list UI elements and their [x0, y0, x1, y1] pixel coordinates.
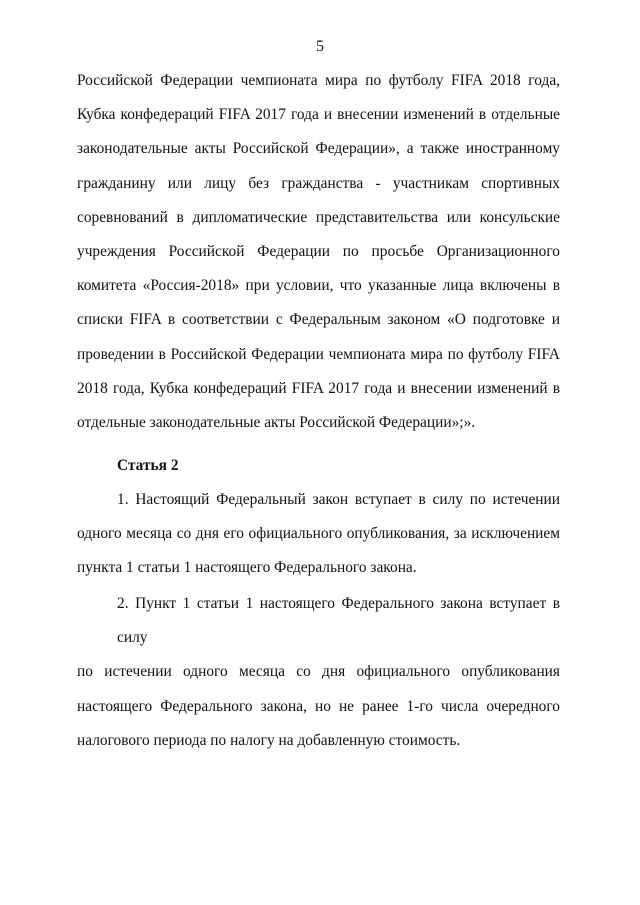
text-line: учреждения Российской Федерации по просьбе Организационного: [77, 243, 560, 261]
text-line: 2. Пункт 1 статьи 1 настоящего Федерального закона вступает в силу: [117, 595, 560, 647]
article-heading: Статья 2: [117, 457, 179, 474]
continuation-paragraph: [77, 64, 560, 440]
text-line: комитета «Россия-2018» при условии, что указанные лица включены в: [77, 277, 560, 295]
text-line: Кубка конфедераций FIFA 2017 года и внесении изменений в отдельные: [77, 106, 560, 124]
text-line: 2018 года, Кубка конфедераций FIFA 2017 года и внесении изменений в: [77, 379, 560, 397]
text-line: отдельные законодательные акты Российской Федерации»;».: [77, 414, 476, 432]
text-line: проведении в Российской Федерации чемпионата мира по футболу FIFA: [77, 345, 560, 363]
article-paragraph-2: [77, 587, 560, 758]
text-line: по истечении одного месяца со дня официального опубликования: [77, 663, 560, 681]
text-line: списки FIFA в соответствии с Федеральным законом «О подготовке и: [77, 311, 560, 329]
text-line: одного месяца со дня его официального опубликования, за исключением: [77, 525, 560, 543]
text-line: гражданину или лицу без гражданства - участникам спортивных: [77, 174, 560, 192]
text-line: законодательные акты Российской Федерации», а также иностранному: [77, 140, 560, 158]
text-line: 1. Настоящий Федеральный закон вступает в силу по истечении: [117, 491, 560, 508]
page-number: 5: [316, 38, 324, 55]
text-line: налогового периода по налогу на добавленную стоимость.: [77, 731, 461, 749]
text-line: соревнований в дипломатические представительства или консульские: [77, 208, 560, 226]
text-line: Российской Федерации чемпионата мира по футболу FIFA 2018 года,: [77, 72, 560, 89]
article-paragraph-1: [77, 483, 560, 586]
text-line: пункта 1 статьи 1 настоящего Федерального закона.: [77, 559, 417, 577]
text-line: настоящего Федерального закона, но не ранее 1-го числа очередного: [77, 697, 560, 715]
